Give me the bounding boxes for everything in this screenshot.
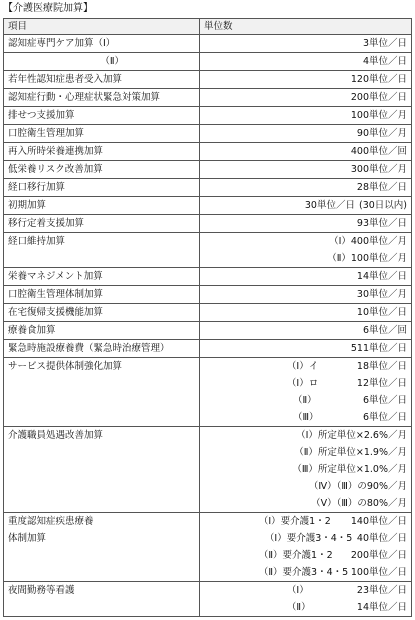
- item-name: 再入所時栄養連携加算: [4, 143, 200, 161]
- unit-value: 6単位／日: [362, 395, 407, 406]
- item-name: 認知症専門ケア加算（Ⅰ）: [4, 35, 200, 53]
- table-header-row: [4, 19, 412, 35]
- unit-value: 300単位／月: [200, 161, 412, 179]
- header-unit: 単位数: [200, 19, 412, 35]
- table-row: [4, 340, 412, 358]
- unit-value: 30単位／日: [304, 200, 355, 211]
- item-name: 認知症行動・心理症状緊急対策加算: [4, 89, 200, 107]
- unit-label: （Ⅰ）ロ: [286, 378, 319, 389]
- table-row: [4, 322, 412, 340]
- unit-value: 10単位／日: [200, 304, 412, 322]
- item-name: 移行定着支援加算: [4, 215, 200, 233]
- item-name: 経口移行加算: [4, 179, 200, 197]
- unit-label: （Ⅱ）要介護1・2: [258, 550, 333, 561]
- unit-value: 200単位／日: [200, 89, 412, 107]
- unit-label: （Ⅱ）要介護3・4・5: [258, 567, 349, 578]
- unit-line: [204, 530, 407, 547]
- unit-line: [204, 564, 407, 581]
- item-name: [4, 53, 200, 71]
- table-caption: 【介護医療院加算】: [3, 3, 93, 14]
- unit-value: 23単位／日: [356, 585, 407, 596]
- unit-cell: [200, 358, 412, 427]
- unit-line: [204, 358, 407, 375]
- item-name: サービス提供体制強化加算: [4, 358, 200, 427]
- table-row: [4, 286, 412, 304]
- item-name: 栄養マネジメント加算: [4, 268, 200, 286]
- unit-value: 3単位／日: [200, 35, 412, 53]
- unit-value: （Ⅲ）所定単位×1.0%／月: [292, 464, 407, 475]
- item-name: 低栄養リスク改善加算: [4, 161, 200, 179]
- table-row: [4, 107, 412, 125]
- unit-value: 14単位／日: [200, 268, 412, 286]
- item-name: 口腔衛生管理加算: [4, 125, 200, 143]
- unit-value: 100単位／月: [200, 107, 412, 125]
- unit-cell: [200, 582, 412, 617]
- unit-value: 120単位／日: [200, 71, 412, 89]
- unit-value: 6単位／日: [362, 412, 407, 423]
- unit-note: (30日以内): [358, 200, 407, 211]
- unit-value: 4単位／日: [200, 53, 412, 71]
- unit-value: 12単位／日: [356, 378, 407, 389]
- table-row: [4, 143, 412, 161]
- table-row: [4, 358, 412, 427]
- table-row: [4, 53, 412, 71]
- unit-value: 200単位／日: [350, 550, 407, 561]
- table-row: [4, 268, 412, 286]
- unit-value: 40単位／日: [356, 533, 407, 544]
- item-name: 経口維持加算: [4, 233, 200, 268]
- unit-line: [204, 513, 407, 530]
- unit-value: 140単位／日: [350, 516, 407, 527]
- unit-label: （Ⅰ）イ: [286, 361, 319, 372]
- fee-table: [3, 18, 412, 617]
- item-name-line: 体制加算: [8, 533, 47, 544]
- unit-line: [204, 375, 407, 392]
- unit-value: （Ⅰ）400単位／月: [329, 236, 407, 247]
- header-item: 項目: [4, 19, 200, 35]
- unit-label: （Ⅰ）: [286, 585, 309, 596]
- table-row: [4, 35, 412, 53]
- unit-line: [204, 547, 407, 564]
- unit-value: 400単位／回: [200, 143, 412, 161]
- unit-value: 14単位／日: [356, 602, 407, 613]
- item-name: 口腔衛生管理体制加算: [4, 286, 200, 304]
- item-name: 療養食加算: [4, 322, 200, 340]
- table-row: [4, 179, 412, 197]
- unit-value: （Ⅳ）（Ⅲ）の90%／月: [308, 481, 407, 492]
- unit-value: 511単位／日: [200, 340, 412, 358]
- unit-cell: [200, 233, 412, 268]
- unit-label: （Ⅲ）: [292, 412, 319, 423]
- item-name: 排せつ支援加算: [4, 107, 200, 125]
- unit-cell: [200, 197, 412, 215]
- unit-value: （Ⅱ）100単位／月: [327, 253, 407, 264]
- unit-value: （Ⅴ）（Ⅲ）の80%／月: [311, 498, 407, 509]
- item-name: 夜間勤務等看護: [4, 582, 200, 617]
- unit-value: 6単位／回: [200, 322, 412, 340]
- unit-value: 100単位／日: [350, 567, 407, 578]
- table-row: [4, 215, 412, 233]
- table-row: [4, 304, 412, 322]
- table-row: [4, 71, 412, 89]
- table-row: [4, 161, 412, 179]
- item-name-line: 重度認知症疾患療養: [8, 516, 94, 527]
- table-row: [4, 427, 412, 513]
- table-row: [4, 233, 412, 268]
- unit-line: [204, 409, 407, 426]
- item-name: [4, 513, 200, 582]
- unit-value: 30単位／月: [200, 286, 412, 304]
- table-row: [4, 197, 412, 215]
- unit-label: （Ⅱ）: [292, 395, 317, 406]
- unit-line: [204, 392, 407, 409]
- table-row: [4, 582, 412, 617]
- item-subname: （Ⅱ）: [100, 56, 124, 67]
- table-row: [4, 89, 412, 107]
- unit-label: （Ⅱ）: [286, 602, 311, 613]
- unit-line: [204, 599, 407, 616]
- item-name: 若年性認知症患者受入加算: [4, 71, 200, 89]
- item-name: 介護職員処遇改善加算: [4, 427, 200, 513]
- item-name: 初期加算: [4, 197, 200, 215]
- unit-label: （Ⅰ）要介護1・2: [258, 516, 331, 527]
- unit-value: 93単位／日: [200, 215, 412, 233]
- unit-value: 90単位／月: [200, 125, 412, 143]
- unit-value: （Ⅱ）所定単位×1.9%／月: [294, 447, 407, 458]
- unit-cell: [200, 427, 412, 513]
- unit-value: 28単位／日: [200, 179, 412, 197]
- item-name: 在宅復帰支援機能加算: [4, 304, 200, 322]
- unit-cell: [200, 513, 412, 582]
- table-row: [4, 513, 412, 582]
- unit-value: 18単位／日: [356, 361, 407, 372]
- item-name: 緊急時施設療養費（緊急時治療管理）: [4, 340, 200, 358]
- unit-line: [204, 582, 407, 599]
- table-row: [4, 125, 412, 143]
- unit-value: （Ⅰ）所定単位×2.6%／月: [296, 430, 407, 441]
- unit-label: （Ⅰ）要介護3・4・5: [264, 533, 353, 544]
